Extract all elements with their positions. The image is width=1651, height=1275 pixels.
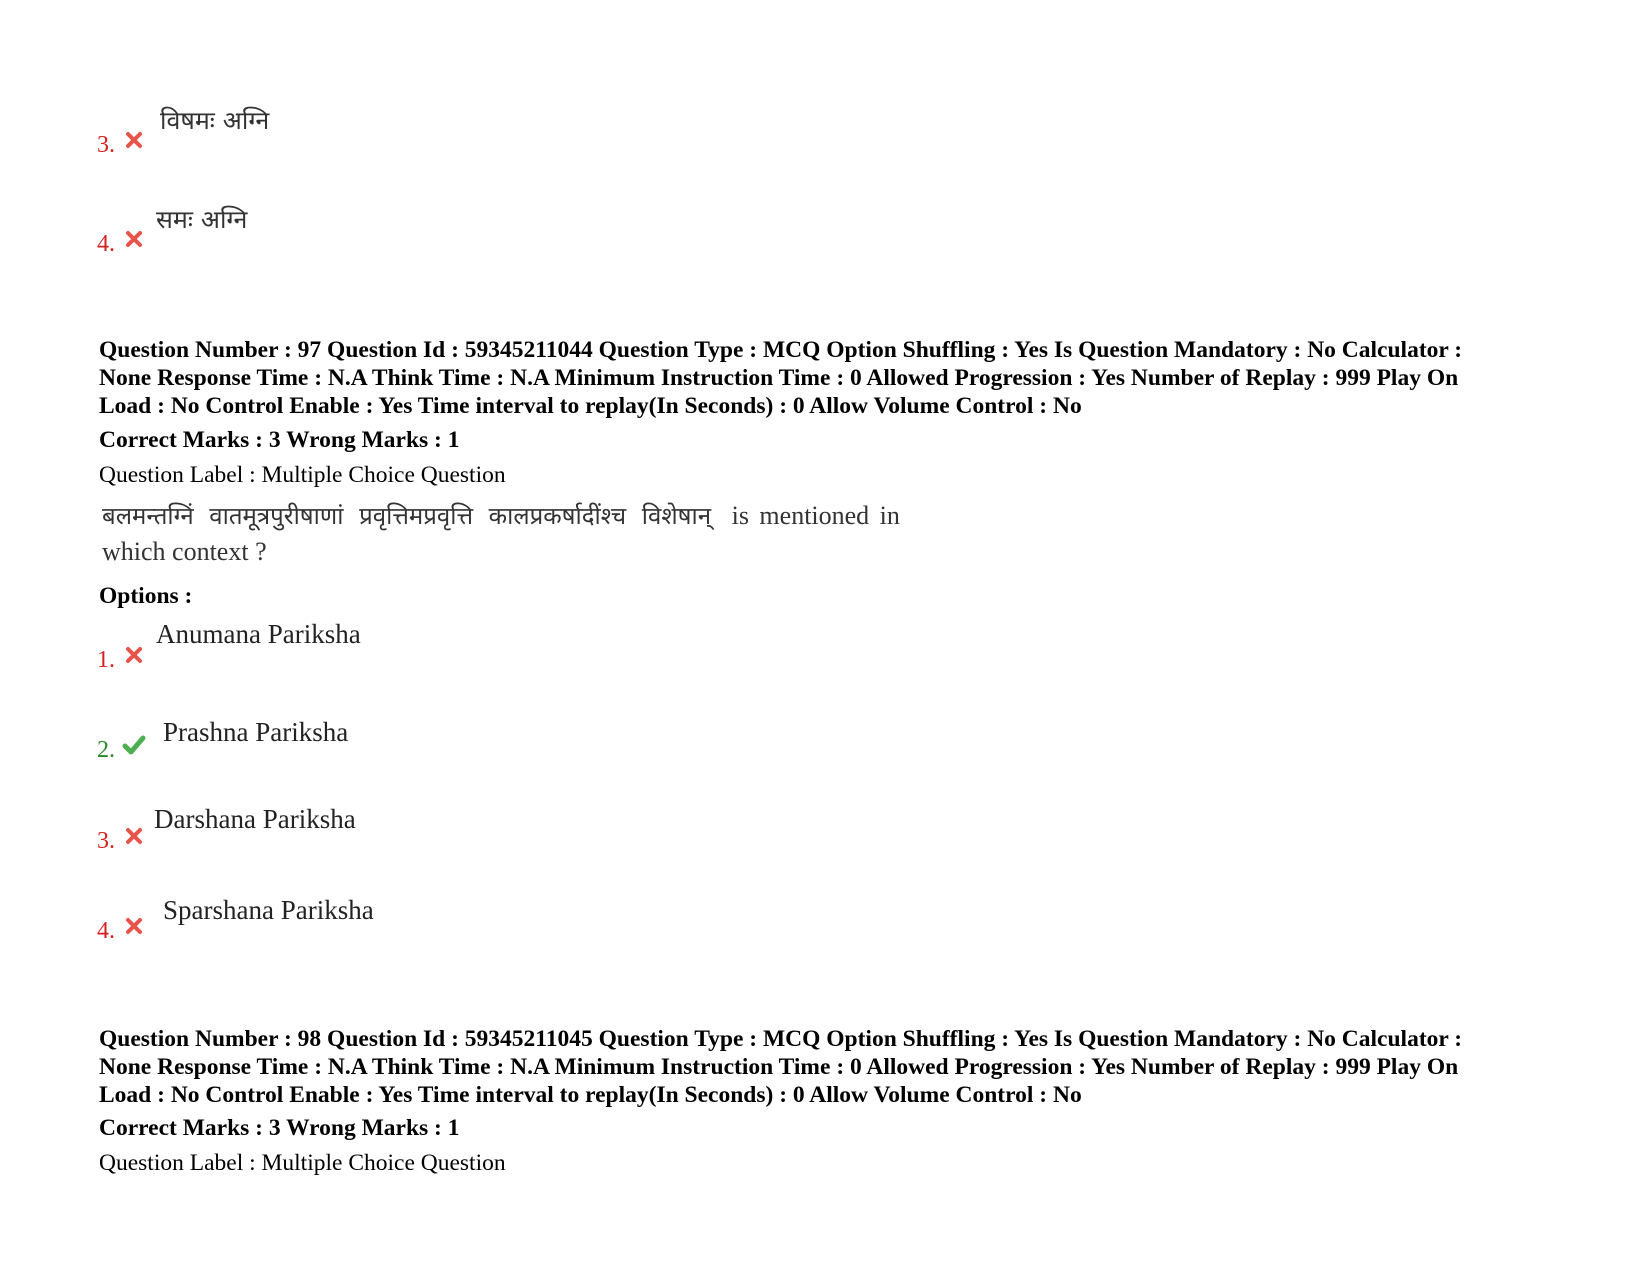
question-97-text xyxy=(102,498,1122,570)
meta-line: Load : No Control Enable : Yes Time interval to replay(In Seconds) : 0 Allow Volume Control : No xyxy=(99,1082,1082,1108)
meta-line: Load : No Control Enable : Yes Time interval to replay(In Seconds) : 0 Allow Volume Control : No xyxy=(99,393,1082,419)
option-number: 1. xyxy=(97,647,115,673)
option-text: Darshana Pariksha xyxy=(154,804,356,834)
cross-icon xyxy=(125,646,143,664)
option-text: विषमः अग्नि xyxy=(160,106,270,135)
option-number: 4. xyxy=(97,918,115,944)
option-text: समः अग्नि xyxy=(156,205,248,234)
option-text: Sparshana Pariksha xyxy=(163,895,374,925)
question-97-meta xyxy=(99,336,1579,420)
meta-line: None Response Time : N.A Think Time : N.A Minimum Instruction Time : 0 Allowed Progression : Yes Number of Replay : 999 Play On xyxy=(99,365,1459,391)
meta-line: Question Number : 98 Question Id : 59345211045 Question Type : MCQ Option Shuffling : Yes Is Question Mandatory : No Calculator : xyxy=(99,1026,1463,1052)
cross-icon xyxy=(125,230,143,248)
question-english-2: which context ? xyxy=(102,537,267,566)
options-heading: Options : xyxy=(99,583,193,609)
question-sanskrit: बलमन्तग्निं वातमूत्रपुरीषाणां प्रवृत्तिमप्रवृत्ति कालप्रकर्षादींश्च विशेषान् xyxy=(102,502,712,530)
option-number: 2. xyxy=(97,737,115,763)
meta-line: None Response Time : N.A Think Time : N.A Minimum Instruction Time : 0 Allowed Progression : Yes Number of Replay : 999 Play On xyxy=(99,1054,1459,1080)
question-97-label: Question Label : Multiple Choice Question xyxy=(99,462,506,488)
cross-icon xyxy=(125,917,143,935)
question-97-marks: Correct Marks : 3 Wrong Marks : 1 xyxy=(99,427,460,453)
question-98-meta xyxy=(99,1025,1579,1109)
question-98-label: Question Label : Multiple Choice Question xyxy=(99,1150,506,1176)
check-icon xyxy=(122,734,146,756)
question-98-marks: Correct Marks : 3 Wrong Marks : 1 xyxy=(99,1115,460,1141)
option-text: Prashna Pariksha xyxy=(163,717,349,747)
cross-icon xyxy=(125,131,143,149)
cross-icon xyxy=(125,827,143,845)
option-number: 3. xyxy=(97,828,115,854)
option-number: 3. xyxy=(97,132,115,158)
question-english-1: is mentioned in xyxy=(731,501,900,530)
option-number: 4. xyxy=(97,231,115,257)
meta-line: Question Number : 97 Question Id : 59345211044 Question Type : MCQ Option Shuffling : Yes Is Question Mandatory : No Calculator : xyxy=(99,337,1463,363)
option-text: Anumana Pariksha xyxy=(156,619,361,649)
